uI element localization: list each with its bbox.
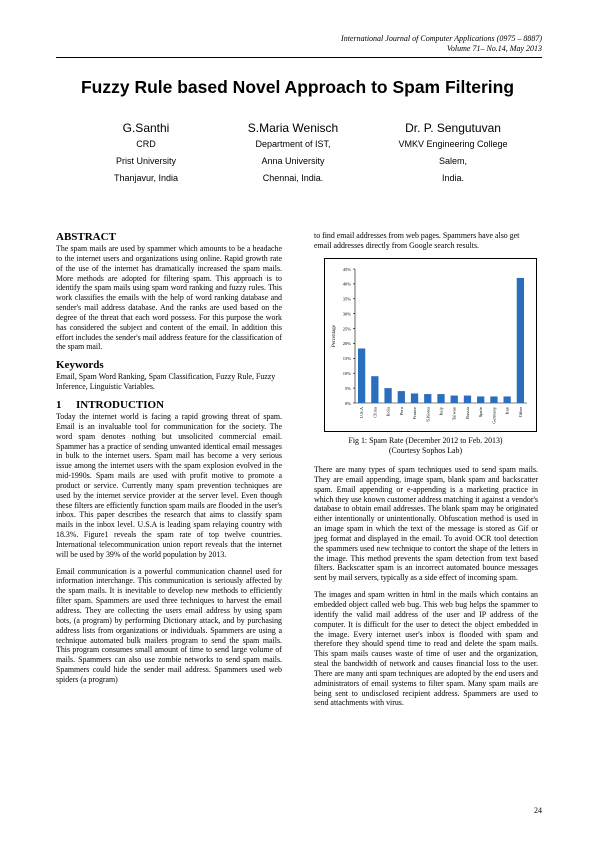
bar [451, 396, 458, 403]
x-tick-label: India [385, 407, 391, 417]
bar [424, 394, 431, 403]
author-affiliation: Anna University [261, 156, 325, 166]
y-tick-label: 10% [342, 371, 351, 377]
journal-volume: Volume 71– No.14, May 2013 [446, 44, 542, 53]
right-column-top [314, 231, 538, 258]
y-tick-label: 15% [342, 356, 351, 362]
bar [490, 396, 497, 403]
x-tick-label: Germany [491, 407, 497, 424]
author-affiliation: Department of IST, [255, 139, 331, 149]
y-axis-label: Percentage [332, 325, 337, 347]
bar [517, 278, 524, 403]
y-tick-label: 5% [345, 385, 351, 391]
bar [411, 393, 418, 403]
bar [464, 396, 471, 403]
figure-caption-title: Fig 1: Spam Rate (December 2012 to Feb. 2013) [348, 436, 503, 445]
x-tick-label: Italy [438, 407, 444, 416]
author-name: Dr. P. Sengutuvan [405, 121, 501, 135]
author-block-2 [223, 121, 363, 187]
spam-rate-chart-frame [324, 258, 537, 432]
paper-title: Fuzzy Rule based Novel Approach to Spam Filtering [80, 77, 515, 97]
bar [398, 391, 405, 403]
y-tick-label: 25% [342, 326, 351, 332]
introduction-heading [56, 399, 282, 412]
y-tick-label: 30% [342, 311, 351, 317]
x-tick-label: Spain [478, 407, 484, 418]
figure-caption [314, 436, 537, 456]
author-affiliation: India. [441, 173, 465, 183]
bar [371, 376, 378, 403]
author-affiliation: Salem, [438, 156, 467, 166]
x-tick-label: Iran [504, 407, 510, 415]
author-block-3 [378, 121, 528, 187]
page-number: 24 [534, 806, 542, 815]
left-column [56, 231, 282, 692]
author-affiliation: Thanjavur, India [113, 173, 179, 183]
keywords-heading: Keywords [56, 359, 104, 372]
x-tick-label: China [372, 407, 378, 418]
y-tick-label: 0% [345, 400, 351, 406]
header-rule [56, 57, 542, 58]
x-tick-label: Taiwan [451, 407, 457, 421]
bar [358, 349, 365, 403]
journal-name: International Journal of Computer Applications (0975 – 8887) [341, 34, 542, 43]
author-block-1 [86, 121, 206, 187]
author-name: G.Santhi [122, 121, 170, 135]
x-tick-label: France [412, 407, 418, 420]
journal-header [341, 34, 542, 54]
spam-rate-chart [325, 259, 536, 431]
abstract-text: The spam mails are used by spammer which amounts to be a headache to the internet users and organizations using online. Rapid growth rate of the use of the internet has dramatically increased the spam mails. More methods are adopted for filtering spam. This approach is to identify the spam mails using spam word ranking and fuzzy rules. This work classifies the emails with the help of word ranking database and sender's mail address database. And the ranks are used based on the degree of the threat that each word possess. For this purpose the work has considered the subject and content of the email. In addition this effort includes the sender's mail address feature for the classification of the spam mail. [56, 244, 282, 352]
author-affiliation: VMKV Engineering College [398, 139, 508, 149]
author-affiliation: Prist University [115, 156, 176, 166]
y-tick-label: 45% [342, 266, 351, 272]
right-paragraph-2: The images and spam written in html in the mails which contains an embedded object called web bug. This web bug helps the spammer to identify the valid mail address of the user and IP address of the computer. It is difficult for the user to detect the object embedded in the image. Every internet user's inbox is flooded with spam and therefore they should spend time to read and delete the spam mails. This spam mails causes waste of time of user and the organization, steal the bandwidth of network and causes financial loss to the user. There are many anti spam techniques are adopted by the end users and administrators of email systems to filter spam. Many spam mails are being sent to undisclosed recipient address. Spammers are used to send attachments with virus. [314, 590, 538, 708]
x-tick-label: S.Korea [425, 407, 431, 422]
bar [504, 396, 511, 403]
x-tick-label: Russia [464, 407, 470, 420]
x-tick-label: Other [517, 407, 523, 418]
bar [477, 396, 484, 403]
bar [384, 388, 391, 403]
bar [437, 394, 444, 403]
right-paragraph-0: to find email addresses from web pages. Spammers have also get email addresses directly from Google search results. [314, 231, 520, 250]
section-number: 1 [56, 398, 62, 411]
author-name: S.Maria Wenisch [247, 121, 339, 135]
author-affiliation: Chennai, India. [262, 173, 324, 183]
section-title: INTRODUCTION [76, 398, 165, 411]
keywords-text: Email, Spam Word Ranking, Spam Classification, Fuzzy Rule, Fuzzy Inference, Linguistic Variables. [56, 372, 276, 392]
figure-caption-credit: (Courtesy Sophos Lab) [388, 446, 463, 455]
x-tick-label: Peru [398, 407, 404, 416]
x-tick-label: U.S.A [359, 407, 365, 419]
y-tick-label: 40% [342, 281, 351, 287]
right-column-bottom [314, 465, 538, 715]
intro-paragraph-1: Today the internet world is facing a rapid growing threat of spam. Email is an invaluable tool for communication for the society. The word spam denotes nothing but unsolicited commercial email. Spammer has a practice of sending unwanted identical email messages in bulk to the internet users. Spam mail has become a very serious issue among the internet users with the spam explosion evolved in the mid-1990s. Spam mails are used with profit motive to promote a product or service. Currently many spam prevention techniques are used by the internet service provider at the server level. Even though these filters are efficiently function spam mails are flooded in the user's inbox. This paper describes the research that aims to classify spam mails in the inbox level. U.S.A is leading spam relaying country with 18.3%. Figure1 reveals the spam rate of top twelve countries. International telecommunication union report reveals that the internet will be used by 39% of the world population by 2013. [56, 411, 282, 559]
right-paragraph-1: There are many types of spam techniques used to send spam mails. They are email appending, image spam, blank spam and backscatter spam. Email appending or e-appending is a marketing practice in which they use known customer address matching it against a vendor's database to obtain email addresses. The blank spam may be originated either intentionally or unintentionally. Obfuscation method is used in an image spam in which the text of the message is stored as Gif or jpeg format and displayed in the email. To avoid OCR tool detection the spammers used new technique to contort the shape of the letters in the image. This method prevents the spam detection from text based filters. Backscatter spam is an incorrect automated bounce messages sent by mail servers, typically as a side effect of incoming spam. [314, 465, 538, 583]
y-tick-label: 20% [342, 341, 351, 347]
y-tick-label: 35% [342, 296, 351, 302]
author-affiliation: CRD [136, 139, 156, 149]
abstract-heading: ABSTRACT [56, 231, 116, 243]
intro-paragraph-2: Email communication is a powerful communication channel used for information interchange. This communication is seriously affected by the spam mails. It is inevitable to develop new methods to efficiently filter spam. Spammers are used three techniques to harvest the email address. They are collecting the users email address by using spam bots, (a program) by performing Dictionary attack, and by purchasing address lists from organizations or individuals. Spammers are using a technique automated bulk mailers program to send the spam mails. This program consumes small amount of time to send large volume of mails. Spammers can also use zombie networks to send spam mails. Spammers could hide the sender mail address. Spammers used web spiders (a program) [56, 566, 282, 684]
